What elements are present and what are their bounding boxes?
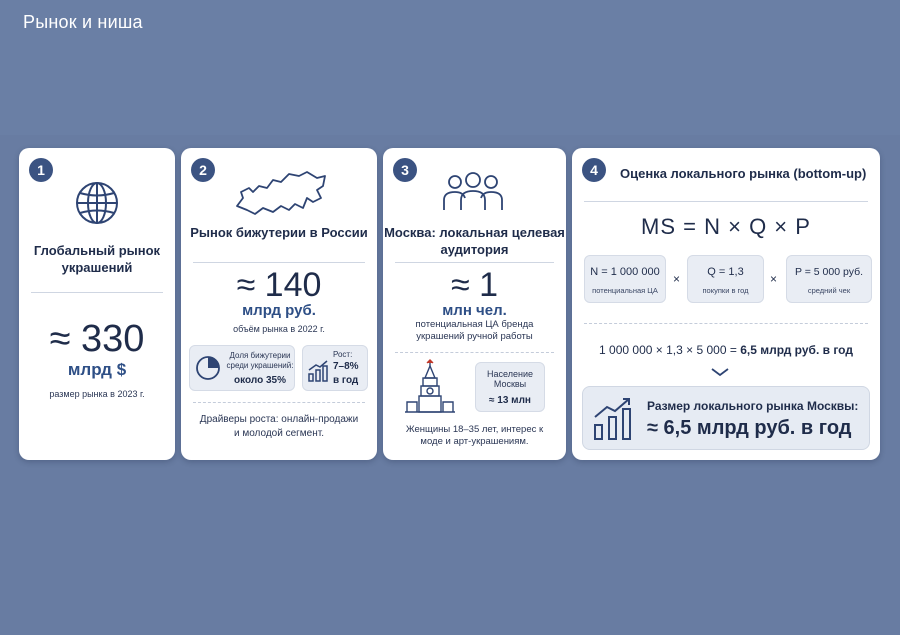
result-label: Размер локального рынка Москвы:: [647, 399, 859, 413]
market-unit: млрд $: [67, 360, 127, 379]
divider: [584, 201, 868, 202]
card-title: Оценка локального рынка (bottom-up): [620, 166, 867, 181]
page-title: Рынок и ниша: [23, 12, 143, 32]
card-number-badge: 4: [582, 158, 606, 182]
share-value: около 35%: [234, 375, 286, 386]
people-icon: [441, 170, 505, 212]
card-global-market: [19, 148, 175, 460]
factor-q-caption: покупки в год: [702, 286, 749, 295]
card-title: Глобальный рынок украшений: [33, 243, 161, 275]
multiply-sign: ×: [673, 272, 681, 286]
calculation-result: 6,5 млрд руб. в год: [740, 343, 853, 357]
population-label: Население Москвы: [487, 369, 533, 389]
pie-chart-icon: [195, 355, 221, 381]
audience-description: Женщины 18–35 лет, интерес к моде и арт-украшениям.: [405, 424, 544, 447]
kremlin-tower-icon: [403, 358, 457, 414]
factor-n-box: [584, 255, 666, 303]
divider: [193, 262, 365, 263]
share-label: Доля бижутерии среди украшений:: [226, 351, 294, 370]
card-number-badge: 2: [191, 158, 215, 182]
chevron-down-icon: [710, 367, 730, 377]
calculation: [572, 343, 880, 357]
factor-n: N = 1 000 000: [590, 266, 660, 278]
growth-box: [302, 345, 368, 391]
share-box: [189, 345, 295, 391]
factor-n-caption: потенциальная ЦА: [592, 286, 658, 295]
growth-label: Рост:: [333, 350, 353, 359]
card-local-market-estimate: [572, 148, 880, 460]
result-box: [582, 386, 870, 450]
market-caption: размер рынка в 2023 г.: [49, 389, 145, 399]
audience-value: ≈ 1: [450, 266, 498, 304]
market-value: ≈ 330: [49, 318, 145, 360]
formula: MS = N × Q × P: [641, 214, 811, 239]
growth-drivers: Драйверы роста: онлайн-продажи и молодой сегмент.: [199, 414, 359, 439]
multiply-sign: ×: [770, 272, 778, 286]
factor-q: Q = 1,3: [707, 266, 744, 278]
card-number-badge: 3: [393, 158, 417, 182]
divider: [395, 352, 554, 353]
growth-chart-icon: [308, 360, 328, 382]
card-title: Рынок бижутерии в России: [190, 225, 368, 240]
card-number-badge: 1: [29, 158, 53, 182]
market-value: ≈ 140: [236, 266, 322, 304]
result-value: ≈ 6,5 млрд руб. в год: [647, 417, 852, 439]
growth-chart-icon: [593, 397, 633, 441]
growth-period: в год: [333, 375, 359, 386]
audience-unit: млн чел.: [442, 302, 507, 319]
calculation-left: 1 000 000 × 1,3 × 5 000 =: [599, 343, 737, 357]
factor-p: P = 5 000 руб.: [795, 266, 863, 278]
population-box: [475, 362, 545, 412]
russia-map-icon: [233, 168, 329, 220]
divider: [193, 402, 365, 403]
card-russia-market: [181, 148, 377, 460]
globe-icon: [74, 180, 120, 226]
factor-q-box: [687, 255, 764, 303]
factor-p-caption: средний чек: [807, 286, 851, 295]
growth-value: 7–8%: [333, 361, 359, 372]
market-caption: объём рынка в 2022 г.: [233, 324, 325, 334]
divider: [395, 262, 554, 263]
divider: [584, 323, 868, 324]
market-unit: млрд руб.: [242, 302, 316, 319]
population-value: ≈ 13 млн: [489, 395, 531, 406]
card-moscow-audience: [383, 148, 566, 460]
divider: [31, 292, 163, 293]
audience-caption: потенциальная ЦА бренда украшений ручной работы: [415, 319, 534, 342]
card-title: Москва: локальная целевая аудитория: [384, 225, 565, 257]
factor-p-box: [786, 255, 872, 303]
